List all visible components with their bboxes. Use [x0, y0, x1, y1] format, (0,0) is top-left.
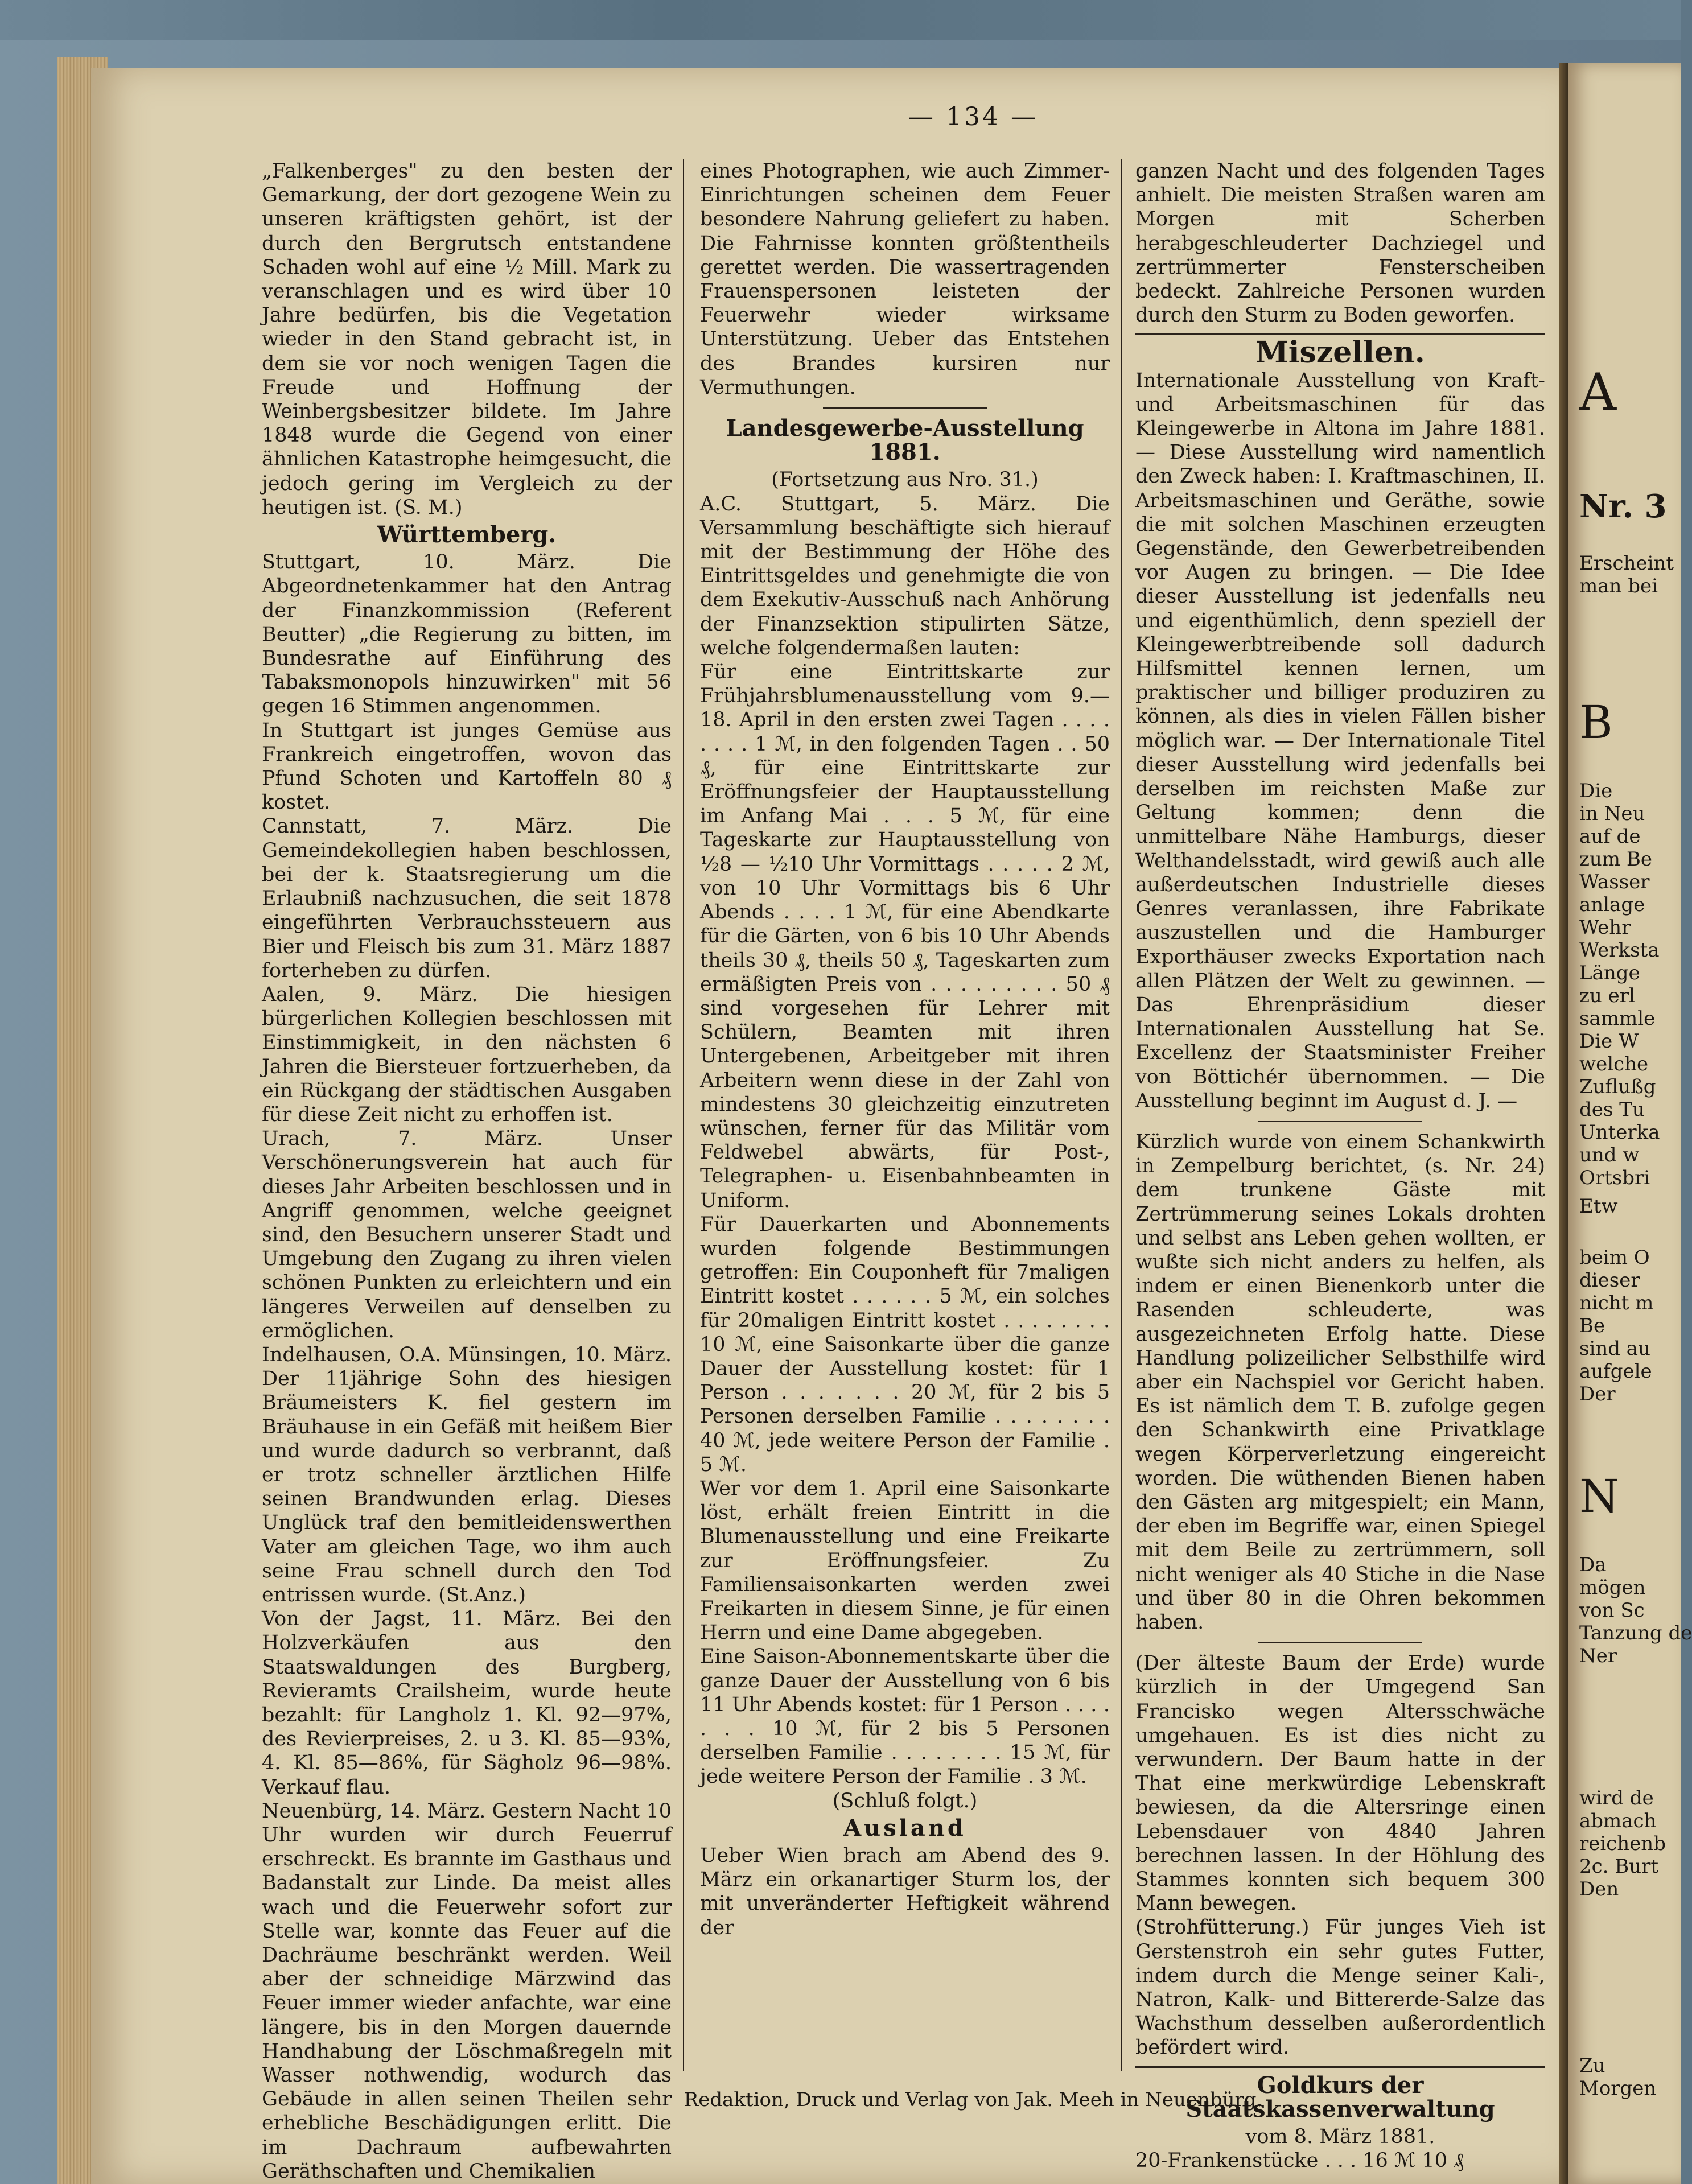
article-brand-continued: eines Photographen, wie auch Zimmer-Einrichtungen scheinen dem Feuer besondere Nahrung geliefert zu haben. Die Fahrnisse konnten größtentheils gerettet werden. Die wassertragenden Frauenspersonen leisteten der Feuerwehr wieder wirksame Unterstützung. Ueber das Entstehen des Brandes kursiren nur Vermuthungen.: [700, 160, 1110, 399]
np-line: sind au: [1579, 1337, 1650, 1360]
column-3: [1135, 159, 1545, 2173]
np-line: Der: [1579, 1383, 1616, 1406]
np-line: welche: [1579, 1053, 1649, 1075]
np-line: in Neu: [1579, 802, 1645, 825]
article-altona: Internationale Ausstellung von Kraft- und Arbeitsmaschinen für das Kleingewerbe in Altona im Jahre 1881. — Diese Ausstellung wird namentlich den Zweck haben: I. Kraftmaschinen, II. Arbeitsmaschinen und Geräthe, sowie die mit solchen Maschinen erzeugten Gegenstände, den Gewerbetreibenden vor Augen zu bringen. — Die Idee dieser Ausstellung ist jedenfalls neu und eigenthümlich, denn speziell der Kleingewerbtreibende soll dadurch Hilfsmittel kennen lernen, um praktischer und billiger produziren zu können, als dies in vielen Fällen bisher möglich war. — Der Internationale Titel dieser Ausstellung wird jedenfalls bei derselben im reichsten Maße zur Geltung kommen; denn die unmittelbare Nähe Hamburgs, dieser Welthandelsstadt, wird gewiß auch alle außerdeutschen Industrielle dieses Genres veranlassen, ihre Fabrikate auszustellen und die Hamburger Exporthäuser zwecks Exportation nach allen Plätzen der Welt zu gewinnen. — Das Ehrenpräsidium dieser Internationalen Ausstellung hat Se. Excellenz der Staatsminister Freiher von Böttichér übernommen. — Die Ausstellung beginnt im August d. J. —: [1135, 369, 1545, 1112]
next-page-fragment: [1568, 63, 1692, 2184]
np-line: dieser: [1579, 1269, 1640, 1292]
schluss-folgt: (Schluß folgt.): [832, 1789, 978, 1812]
saisonkarte: Wer vor dem 1. April eine Saisonkarte löst, erhält freien Eintritt in die Blumenausstellung und eine Freikarte zur Eröffnungsfeier. Zu Familiensaisonkarten werden zwei Freikarten in diesem Sinne, je für einen Herrn und eine Dame abgegeben.: [700, 1477, 1110, 1645]
column-divider-1: [683, 159, 684, 2071]
np-line: Länge: [1579, 962, 1640, 984]
np-line: Ner: [1579, 1645, 1617, 1667]
np-line: B: [1579, 696, 1613, 749]
article-wien-continued: ganzen Nacht und des folgenden Tages anhielt. Die meisten Straßen waren am Morgen mit Scherben herabgeschleuderter Dachziegel und zertrümmerter Fensterscheiben bedeckt. Zahlreiche Personen wurden durch den Sturm zu Boden geworfen.: [1135, 160, 1545, 327]
column-2: [700, 159, 1110, 1940]
heading-goldkurs: Goldkurs der Staatskassenverwaltung: [1185, 2071, 1495, 2123]
page-number: — 134 —: [908, 102, 1038, 131]
article-schankwirth: Kürzlich wurde von einem Schankwirth in Zempelburg berichtet, (s. Nr. 24) dem trunkene Gäste mit Zertrümmerung seines Lokals drohten und selbst ans Leben gehen wollten, er wußte sich nicht anders zu helfen, als indem er einen Bienenkorb unter die Rasenden schleuderte, was ausgezeichneten Erfolg hatte. Diese Handlung polizeilicher Selbsthilfe wird aber ein Nachspiel vor Gericht haben. Es ist nämlich dem T. B. zufolge gegen den Schankwirth eine Privatklage wegen Körperverletzung eingereicht worden. Die wüthenden Bienen haben den Gästen arg mitgespielt; ein Mann, der eben im Begriffe war, einen Spiegel mit dem Beile zu zertrümmern, soll nicht weniger als 40 Stiche in die Nase und über 80 in die Ohren bekommen haben.: [1135, 1130, 1545, 1634]
np-line: zu erl: [1579, 984, 1635, 1007]
np-line: 2c. Burt: [1579, 1855, 1659, 1878]
article-neuenbuerg: Neuenbürg, 14. März. Gestern Nacht 10 Uhr wurden wir durch Feuerruf erschreckt. Es brannte im Gasthaus und Badanstalt zur Linde. Da meist alles wach und die Feuerwehr sofort zur Stelle war, konnte das Feuer auf die Dachräume beschränkt werden. Weil aber der schneidige Märzwind das Feuer immer wieder anfachte, war eine längere, bis in den Morgen dauernde Handhabung der Löschmaßregeln mit Wasser nothwendig, wodurch das Gebäude in allen seinen Theilen sehr erhebliche Beschädigungen erlitt. Die im Dachraum aufbewahrten Geräthschaften und Chemikalien: [262, 1799, 672, 2183]
np-line: wird de: [1579, 1787, 1654, 1810]
article-strohfuetterung: (Strohfütterung.) Für junges Vieh ist Gerstenstroh ein sehr gutes Futter, indem durch die Menge seiner Kali-, Natron, Kalk- und Bittererde-Salze das Wachsthum desselben außerordentlich befördert wird.: [1135, 1916, 1545, 2059]
section-heading-wuerttemberg: Württemberg.: [377, 521, 557, 549]
imprint-footer: Redaktion, Druck und Verlag von Jak. Meeh in Neuenbürg.: [684, 2088, 1263, 2111]
separator: [1258, 1121, 1422, 1122]
np-line: Erscheint: [1579, 552, 1674, 575]
np-line: beim O: [1579, 1246, 1650, 1269]
np-line: und w: [1579, 1144, 1640, 1167]
article-urach: Urach, 7. März. Unser Verschönerungsverein hat auch für dieses Jahr Arbeiten beschlossen und in Angriff genommen, welche geeignet sind, den Besuchern unserer Stadt und Umgebung den Zugang zu ihren vielen schönen Punkten zu erleichtern und ein längeres Verweilen auf denselben zu ermöglichen.: [262, 1127, 672, 1342]
np-line: Die: [1579, 780, 1613, 802]
np-line: des Tu: [1579, 1098, 1645, 1121]
np-line: Etw: [1579, 1195, 1618, 1218]
np-line: Wasser: [1579, 871, 1650, 893]
np-line: Unterka: [1579, 1121, 1660, 1144]
np-line: Ortsbri: [1579, 1167, 1650, 1189]
np-line: Da: [1579, 1553, 1607, 1576]
article-indelhausen: Indelhausen, O.A. Münsingen, 10. März. Der 11jährige Sohn des hiesigen Bräumeisters K. fiel gestern im Bräuhause in ein Gefäß mit heißem Bier und wurde dadurch so verbrannt, daß er trotz schneller ärztlichen Hilfe seinen Brandwunden erlag. Dieses Unglück traf den bemitleidenswerthen Vater am gleichen Tage, wo ihm auch seine Frau schnell durch den Tod entrissen wurde. (St.Anz.): [262, 1343, 672, 1606]
np-line: nicht m: [1579, 1292, 1654, 1314]
np-line: N: [1579, 1470, 1619, 1523]
np-line: Den: [1579, 1878, 1619, 1901]
article-falkenberg: „Falkenberges" zu den besten der Gemarkung, der dort gezogene Wein zu unseren kräftigsten gehört, ist der durch den Bergrutsch entstandene Schaden wohl auf eine ½ Mill. Mark zu veranschlagen und es wird über 10 Jahre bedürfen, bis die Vegetation wieder in den Stand gebracht ist, in dem sie vor noch wenigen Tagen die Freude und Hoffnung der Weinbergsbesitzer bildete. Im Jahre 1848 wurde die Gegend von einer ähnlichen Katastrophe heimgesucht, die jedoch gering im Vergleich zu der heutigen ist. (S. M.): [262, 160, 672, 519]
np-line: von Sc: [1579, 1599, 1645, 1622]
np-line: anlage: [1579, 893, 1645, 916]
newspaper-page: [91, 68, 1559, 2184]
np-line: Zu: [1579, 2054, 1605, 2077]
article-baum: (Der älteste Baum der Erde) wurde kürzlich in der Umgegend San Francisko wegen Altersschwäche umgehauen. Es ist dies nicht zu verwundern. Der Baum hatte in der That eine merkwürdige Lebenskraft bewiesen, da die Altersringe einen Lebensdauer von 4840 Jahren berechnen lassen. In der Höhlung des Stammes konnten sich bequem 300 Mann bewegen.: [1135, 1652, 1545, 1915]
heading-landesgewerbe: Landesgewerbe-Ausstellung 1881.: [726, 415, 1084, 466]
np-line: sammle: [1579, 1007, 1656, 1030]
continuation-note: (Fortsetzung aus Nro. 31.): [771, 468, 1039, 492]
np-line: Nr. 3: [1579, 488, 1667, 525]
np-line: reichenb: [1579, 1832, 1666, 1855]
article-cannstatt: Cannstatt, 7. März. Die Gemeindekollegien haben beschlossen, bei der k. Staatsregierung um die Erlaubniß nachzusuchen, die seit 1878 eingeführten Verbrauchssteuern aus Bier und Fleisch bis zum 31. März 1887 forterheben zu dürfen.: [262, 815, 672, 982]
column-1: [262, 159, 672, 2183]
np-line: abmach: [1579, 1810, 1657, 1832]
separator: [1258, 1642, 1422, 1643]
abonnementskarte: Eine Saison-Abonnementskarte über die ganze Dauer der Ausstellung von 6 bis 11 Uhr Abends kostet: für 1 Person . . . . . . . 10 ℳ, für 2 bis 5 Personen derselben Familie . . . . . . . . 15 ℳ, für jede weitere Person der Familie . 3 ℳ.: [700, 1645, 1110, 1789]
np-line: aufgele: [1579, 1360, 1652, 1383]
column-divider-2: [1121, 159, 1122, 2071]
np-line: Die W: [1579, 1030, 1639, 1053]
np-line: auf de: [1579, 825, 1641, 848]
heading-miszellen: Miszellen.: [1255, 335, 1425, 370]
article-gemuese: In Stuttgart ist junges Gemüse aus Frankreich eingetroffen, wovon das Pfund Schoten und Kartoffeln 80 ₰ kostet.: [262, 719, 672, 814]
separator: [823, 407, 987, 409]
np-line: A: [1579, 362, 1616, 422]
np-line: Werksta: [1579, 939, 1660, 962]
np-line: zum Be: [1579, 848, 1652, 871]
np-line: Morgen: [1579, 2077, 1657, 2100]
article-aalen: Aalen, 9. März. Die hiesigen bürgerlichen Kollegien beschlossen mit Einstimmigkeit, in den nächsten 6 Jahren die Biersteuer fortzuerheben, da ein Rückgang der städtischen Ausgaben für diese Zeit nicht zu erhoffen ist.: [262, 983, 672, 1126]
article-stuttgart: Stuttgart, 10. März. Die Abgeordnetenkammer hat den Antrag der Finanzkommission (Referent Beutter) „die Regierung zu bitten, im Bundesrathe auf Einführung des Tabaksmonopols hinzuwirken" mit 56 gegen 16 Stimmen angenommen.: [262, 551, 672, 718]
np-line: mögen: [1579, 1576, 1646, 1599]
goldkurs-value: 20-Frankenstücke . . . 16 ℳ 10 ₰: [1135, 2149, 1464, 2173]
article-versammlung: A.C. Stuttgart, 5. März. Die Versammlung beschäftigte sich hierauf mit der Bestimmung der Höhe des Eintrittsgeldes und genehmigte die von dem Exekutiv-Ausschuß nach Anhörung der Finanzsektion stipulirten Sätze, welche folgendermaßen lauten:: [700, 492, 1110, 660]
price-list: Für eine Eintrittskarte zur Frühjahrsblumenausstellung vom 9.—18. April in den ersten zwei Tagen . . . . . . . . 1 ℳ, in den folgenden Tagen . . 50 ₰, für eine Eintrittskarte zur Eröffnungsfeier der Hauptausstellung im Anfang Mai . . . 5 ℳ, für eine Tageskarte zur Hauptausstellung von ½8 — ½10 Uhr Vormittags . . . . . 2 ℳ, von 10 Uhr Vormittags bis 6 Uhr Abends . . . . 1 ℳ, für eine Abendkarte für die Gärten, von 6 bis 10 Uhr Abends theils 30 ₰, theils 50 ₰, Tageskarten zum ermäßigten Preis von . . . . . . . . . 50 ₰ sind vorgesehen für Lehrer mit Schülern, Beamten mit ihren Untergebenen, Arbeitgeber mit ihren Arbeitern wenn diese in der Zahl von mindestens 30 gleichzeitig einzutreten wünschen, ferner für das Militär vom Feldwebel abwärts, für Post-, Telegraphen- u. Eisenbahnbeamten in Uniform.: [700, 661, 1110, 1212]
goldkurs-date: vom 8. März 1881.: [1245, 2125, 1435, 2149]
dauerkarten: Für Dauerkarten und Abonnements wurden folgende Bestimmungen getroffen: Ein Couponheft für 7maligen Eintritt kostet . . . . . . 5 ℳ, ein solches für 20maligen Eintritt kostet . . . . . . . . 10 ℳ, eine Saisonkarte über die ganze Dauer der Ausstellung kostet: für 1 Person . . . . . . . 20 ℳ, für 2 bis 5 Personen derselben Familie . . . . . . . . 40 ℳ, jede weitere Person der Familie . 5 ℳ.: [700, 1213, 1110, 1476]
np-line: man bei: [1579, 575, 1658, 597]
article-wien: Ueber Wien brach am Abend des 9. März ein orkanartiger Sturm los, der mit unveränderter Heftigkeit während der: [700, 1844, 1110, 1939]
np-line: Wehr: [1579, 916, 1631, 939]
article-jagst: Von der Jagst, 11. März. Bei den Holzverkäufen aus den Staatswaldungen des Burgberg, Revieramts Crailsheim, wurde heute bezahlt: für Langholz 1. Kl. 92—97%, des Revierpreises, 2. u 3. Kl. 85—93%, 4. Kl. 85—86%, für Sägholz 96—98%. Verkauf flau.: [262, 1608, 672, 1799]
np-line: Zuflußg: [1579, 1075, 1656, 1098]
np-line: Tanzung de: [1579, 1622, 1692, 1645]
section-heading-ausland: Ausland: [843, 1814, 966, 1841]
np-line: Be: [1579, 1314, 1605, 1337]
separator-thick: [1135, 2066, 1545, 2068]
